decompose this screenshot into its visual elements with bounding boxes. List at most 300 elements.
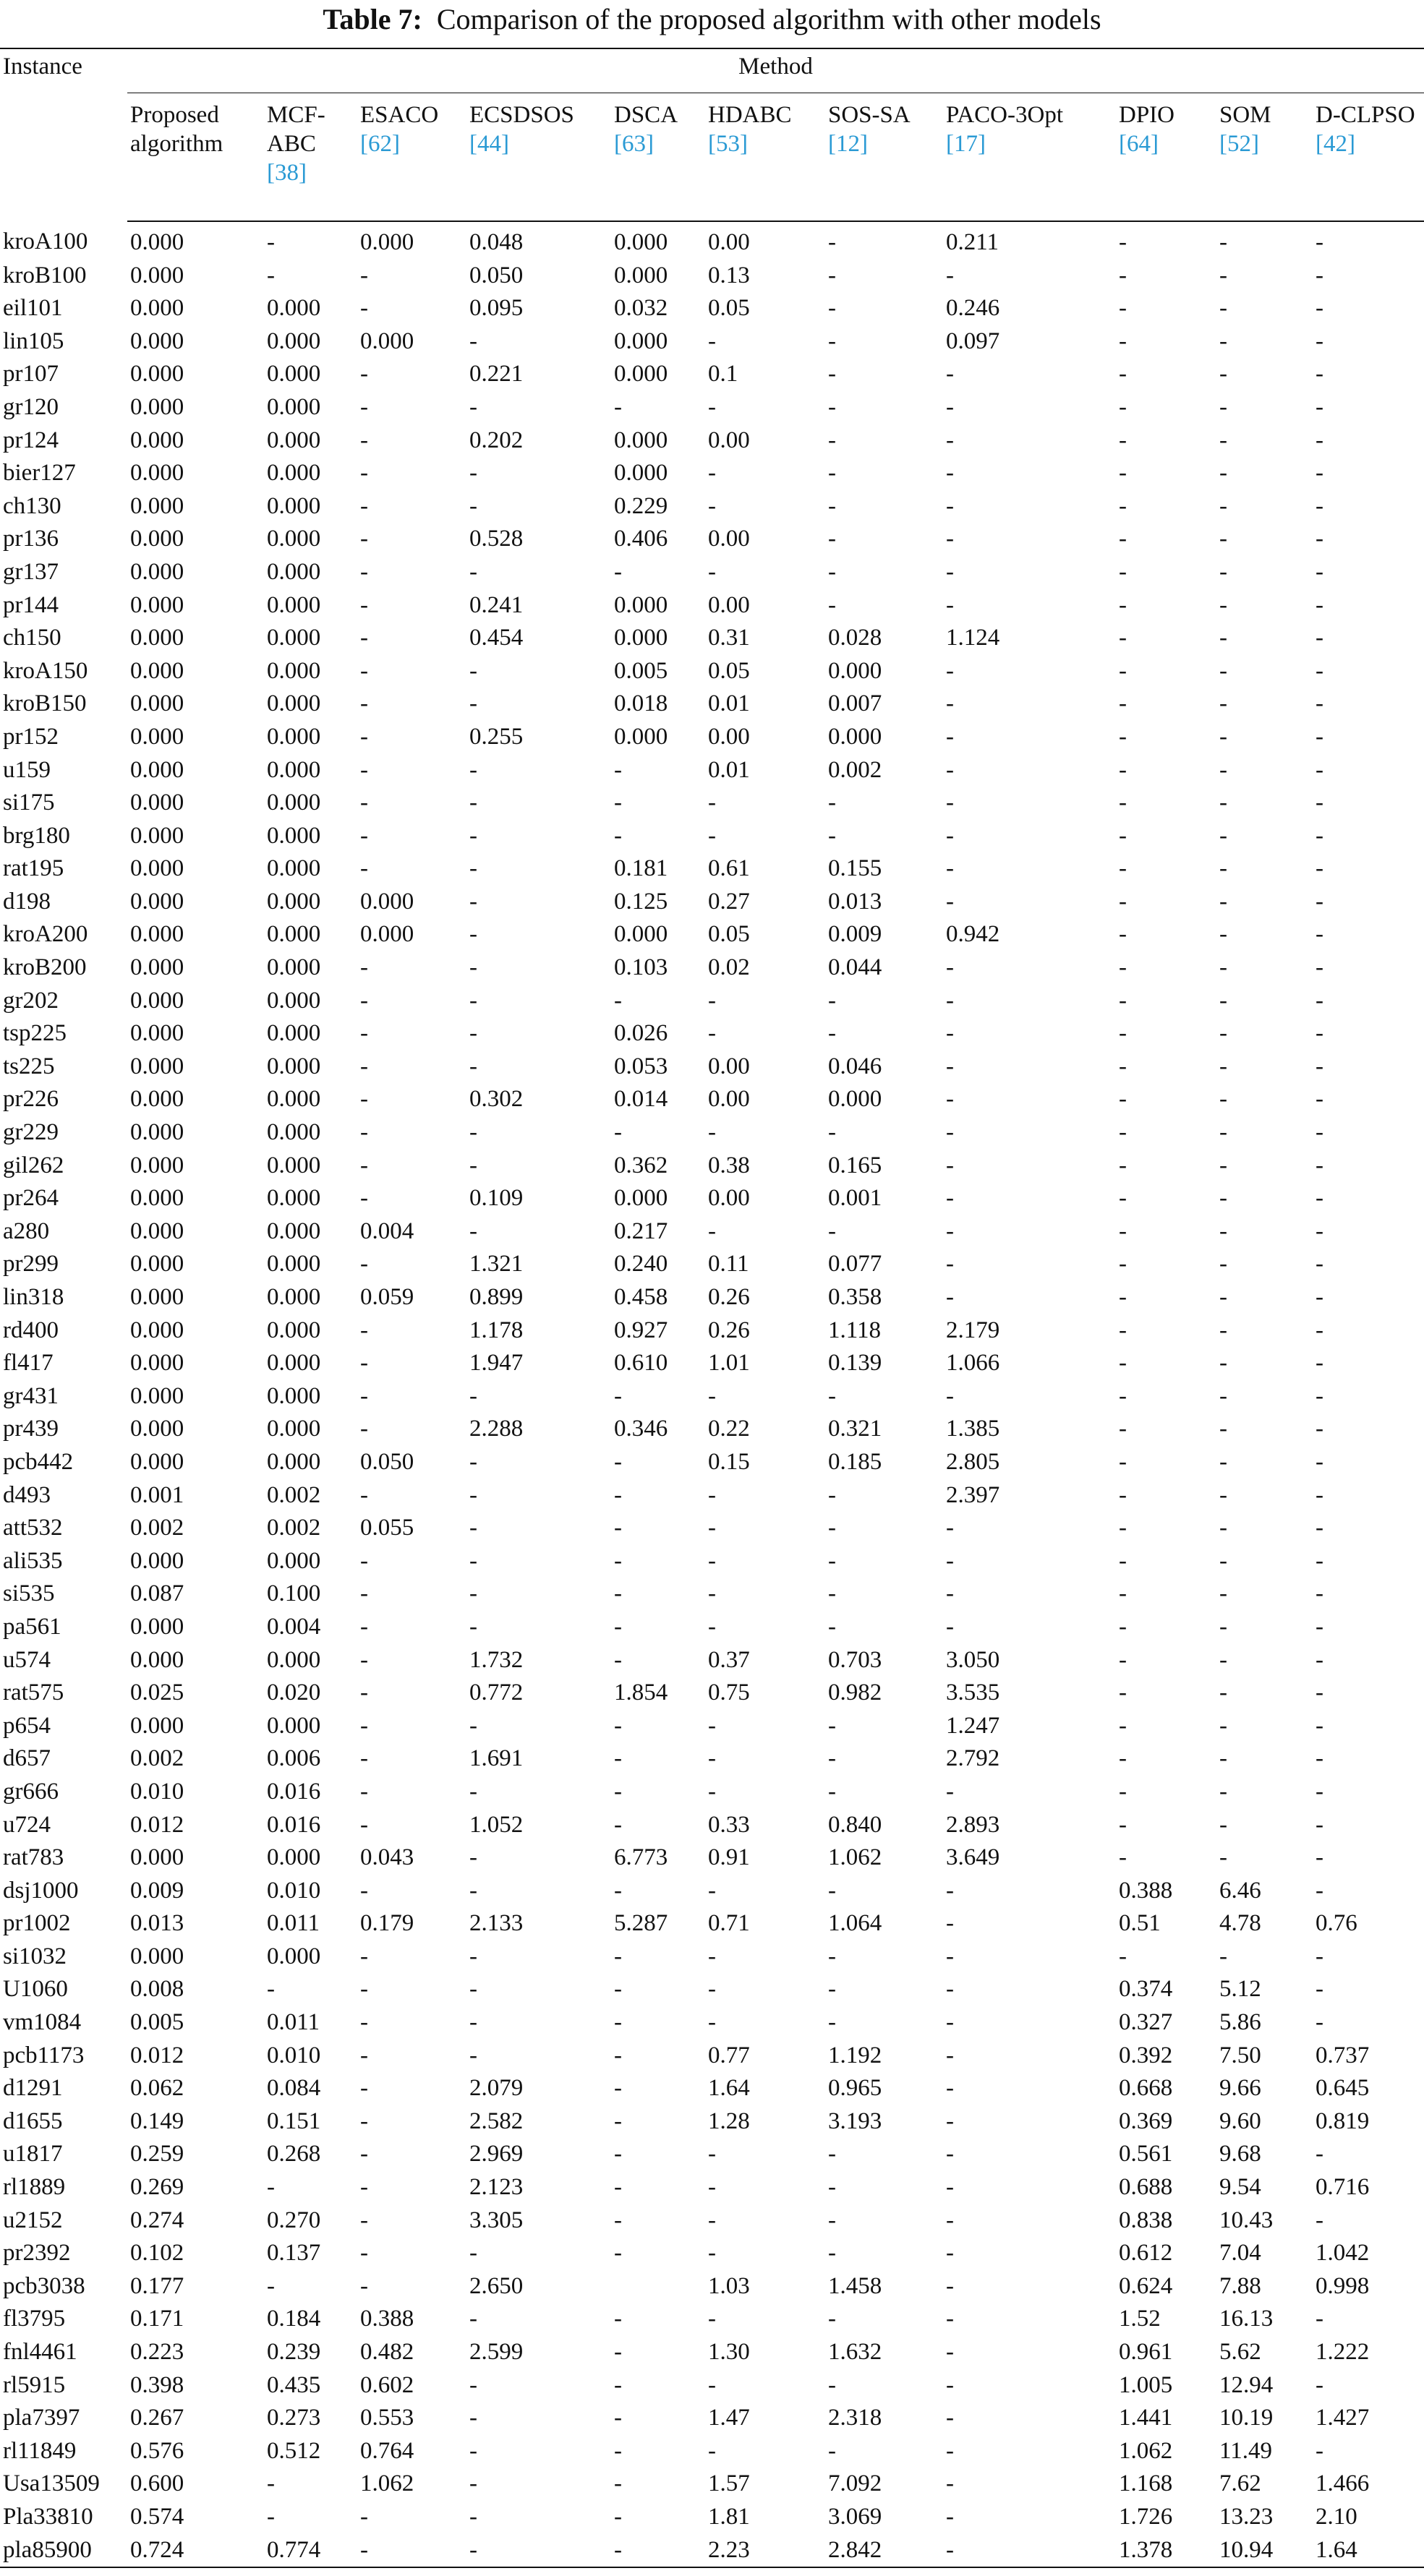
value-cell: 1.062 bbox=[1119, 2437, 1173, 2464]
value-cell: - bbox=[360, 1613, 368, 1640]
value-cell: 0.00 bbox=[708, 1086, 750, 1113]
value-cell: - bbox=[708, 1020, 716, 1047]
value-cell: - bbox=[828, 790, 836, 816]
value-cell: - bbox=[946, 954, 954, 981]
table-row bbox=[0, 1677, 1424, 1710]
value-cell: 5.86 bbox=[1219, 2009, 1261, 2036]
value-cell: - bbox=[360, 460, 368, 487]
value-cell: 0.000 bbox=[267, 526, 321, 552]
value-cell: - bbox=[360, 2009, 368, 2036]
value-cell: - bbox=[708, 460, 716, 487]
table-row bbox=[0, 2006, 1424, 2040]
value-cell: 0.087 bbox=[130, 1580, 184, 1607]
citation-number: 12 bbox=[836, 131, 860, 157]
value-cell: - bbox=[946, 2371, 954, 2398]
value-cell: - bbox=[1316, 1943, 1323, 1969]
value-cell: - bbox=[614, 790, 622, 816]
value-cell: - bbox=[1119, 1811, 1127, 1838]
value-cell: - bbox=[1119, 1020, 1127, 1047]
instance-cell: d1291 bbox=[3, 2075, 63, 2102]
value-cell: 0.772 bbox=[469, 1679, 524, 1706]
value-cell: - bbox=[1219, 888, 1227, 915]
citation-link[interactable]: [63] bbox=[614, 131, 654, 157]
value-cell: - bbox=[1119, 591, 1127, 618]
value-cell: 0.13 bbox=[708, 262, 750, 288]
value-cell: - bbox=[360, 657, 368, 684]
value-cell: - bbox=[469, 1976, 477, 2003]
value-cell: - bbox=[708, 558, 716, 585]
value-cell: 0.000 bbox=[130, 790, 184, 816]
citation-link[interactable]: [53] bbox=[708, 131, 748, 157]
value-cell: - bbox=[828, 1745, 836, 1772]
value-cell: 0.77 bbox=[708, 2042, 750, 2068]
value-cell: 0.838 bbox=[1119, 2207, 1173, 2233]
value-cell: 0.000 bbox=[130, 1284, 184, 1310]
value-cell: - bbox=[828, 1218, 836, 1244]
table-caption bbox=[0, 0, 1424, 38]
value-cell: - bbox=[1219, 1284, 1227, 1310]
value-cell: - bbox=[614, 1976, 622, 2003]
table-row bbox=[0, 787, 1424, 820]
value-cell: 2.969 bbox=[469, 2141, 524, 2168]
value-cell: 2.288 bbox=[469, 1416, 524, 1442]
instance-cell: rl1889 bbox=[3, 2174, 66, 2201]
value-cell: 0.00 bbox=[708, 526, 750, 552]
instance-cell: fl417 bbox=[3, 1350, 54, 1377]
value-cell: 0.014 bbox=[614, 1086, 668, 1113]
value-cell: - bbox=[946, 1152, 954, 1178]
value-cell: - bbox=[360, 1119, 368, 1146]
table-row bbox=[0, 391, 1424, 424]
table-row bbox=[0, 1347, 1424, 1380]
value-cell: 0.388 bbox=[360, 2306, 414, 2332]
citation-link[interactable]: [62] bbox=[360, 131, 400, 157]
value-cell: - bbox=[828, 1481, 836, 1508]
instance-cell: pr124 bbox=[3, 427, 59, 453]
value-cell: - bbox=[1119, 888, 1127, 915]
value-cell: 3.649 bbox=[946, 1844, 1000, 1871]
instance-cell: eil101 bbox=[3, 295, 63, 322]
value-cell: - bbox=[828, 1382, 836, 1409]
table-row bbox=[0, 1742, 1424, 1776]
citation-number: 42 bbox=[1323, 131, 1347, 157]
table-row bbox=[0, 1512, 1424, 1545]
value-cell: 0.000 bbox=[267, 790, 321, 816]
value-cell: - bbox=[1219, 657, 1227, 684]
value-cell: 0.025 bbox=[130, 1679, 184, 1706]
value-cell: 0.009 bbox=[828, 921, 882, 948]
value-cell: 0.38 bbox=[708, 1152, 750, 1178]
value-cell: 0.362 bbox=[614, 1152, 668, 1178]
value-cell: - bbox=[360, 987, 368, 1014]
value-cell: - bbox=[360, 1580, 368, 1607]
value-cell: 0.398 bbox=[130, 2371, 184, 2398]
value-cell: - bbox=[1219, 1053, 1227, 1079]
value-cell: - bbox=[828, 1547, 836, 1574]
value-cell: 0.149 bbox=[130, 2108, 184, 2134]
table-row bbox=[0, 1479, 1424, 1512]
value-cell: - bbox=[946, 1251, 954, 1278]
instance-cell: fl3795 bbox=[3, 2306, 66, 2332]
value-cell: 0.062 bbox=[130, 2075, 184, 2102]
value-cell: - bbox=[1119, 1778, 1127, 1805]
value-cell: - bbox=[946, 1185, 954, 1212]
value-cell: - bbox=[1119, 723, 1127, 750]
value-cell: - bbox=[469, 2009, 477, 2036]
instance-cell: pr1002 bbox=[3, 1910, 71, 1937]
method-header-cell bbox=[357, 93, 466, 222]
method-name-line: SOS-SA bbox=[828, 102, 911, 128]
value-cell: - bbox=[1219, 1745, 1227, 1772]
value-cell: 0.000 bbox=[267, 1152, 321, 1178]
value-cell: - bbox=[946, 2339, 954, 2365]
value-cell: 0.000 bbox=[267, 921, 321, 948]
value-cell: 0.899 bbox=[469, 1284, 524, 1310]
value-cell: 0.000 bbox=[130, 1350, 184, 1377]
value-cell: - bbox=[1119, 1382, 1127, 1409]
value-cell: 0.217 bbox=[614, 1218, 668, 1244]
value-cell: 0.240 bbox=[614, 1251, 668, 1278]
value-cell: - bbox=[469, 1020, 477, 1047]
instance-cell: kroA200 bbox=[3, 921, 88, 948]
method-header-cell bbox=[611, 93, 705, 222]
value-cell: - bbox=[614, 1448, 622, 1475]
instance-cell: u1817 bbox=[3, 2141, 63, 2168]
value-cell: 0.000 bbox=[267, 1053, 321, 1079]
value-cell: - bbox=[1119, 1185, 1127, 1212]
table-row bbox=[0, 2402, 1424, 2435]
value-cell: - bbox=[828, 393, 836, 420]
value-cell: - bbox=[1316, 2371, 1323, 2398]
value-cell: - bbox=[360, 1778, 368, 1805]
table-row bbox=[0, 2534, 1424, 2568]
value-cell: 0.764 bbox=[360, 2437, 414, 2464]
value-cell: 1.854 bbox=[614, 1679, 668, 1706]
instance-cell: bier127 bbox=[3, 460, 76, 487]
table-row bbox=[0, 886, 1424, 919]
value-cell: - bbox=[1316, 393, 1323, 420]
value-cell: 0.139 bbox=[828, 1350, 882, 1377]
value-cell: - bbox=[614, 2470, 622, 2497]
value-cell: - bbox=[1316, 1284, 1323, 1310]
value-cell: 0.05 bbox=[708, 921, 750, 948]
value-cell: - bbox=[828, 1515, 836, 1541]
value-cell: - bbox=[946, 1976, 954, 2003]
value-cell: - bbox=[360, 1679, 368, 1706]
value-cell: 0.37 bbox=[708, 1646, 750, 1673]
value-cell: - bbox=[1119, 1119, 1127, 1146]
table-row bbox=[0, 1841, 1424, 1875]
value-cell: 0.155 bbox=[828, 855, 882, 882]
citation-number: 17 bbox=[954, 131, 978, 157]
value-cell: 0.624 bbox=[1119, 2272, 1173, 2299]
table-row bbox=[0, 1380, 1424, 1413]
value-cell: 0.668 bbox=[1119, 2075, 1173, 2102]
value-cell: 0.000 bbox=[614, 723, 668, 750]
citation-link[interactable]: [17] bbox=[946, 131, 986, 157]
value-cell: - bbox=[1119, 1580, 1127, 1607]
table-row bbox=[0, 2105, 1424, 2139]
value-cell: - bbox=[469, 1877, 477, 1904]
value-cell: 1.118 bbox=[828, 1317, 882, 1343]
value-cell: - bbox=[469, 690, 477, 717]
value-cell: - bbox=[1119, 1481, 1127, 1508]
table-row bbox=[0, 951, 1424, 985]
table-row bbox=[0, 754, 1424, 787]
value-cell: 0.576 bbox=[130, 2437, 184, 2464]
value-cell: - bbox=[1219, 328, 1227, 354]
value-cell: - bbox=[469, 1382, 477, 1409]
table-body bbox=[0, 221, 1424, 2567]
table-row bbox=[0, 221, 1424, 260]
value-cell: 1.30 bbox=[708, 2339, 750, 2365]
value-cell: 2.893 bbox=[946, 1811, 1000, 1838]
instance-cell: d198 bbox=[3, 888, 51, 915]
value-cell: - bbox=[1316, 1712, 1323, 1739]
value-cell: - bbox=[614, 1811, 622, 1838]
value-cell: - bbox=[708, 790, 716, 816]
value-cell: 10.19 bbox=[1219, 2405, 1274, 2431]
instance-cell: kroB150 bbox=[3, 690, 87, 717]
value-cell: - bbox=[1119, 361, 1127, 388]
value-cell: - bbox=[946, 427, 954, 453]
caption-text: Comparison of the proposed algorithm with other models bbox=[436, 3, 1101, 35]
value-cell: 0.27 bbox=[708, 888, 750, 915]
value-cell: - bbox=[360, 1053, 368, 1079]
value-cell: - bbox=[1316, 1152, 1323, 1178]
value-cell: - bbox=[614, 1646, 622, 1673]
value-cell: 0.000 bbox=[614, 921, 668, 948]
value-cell: 0.000 bbox=[267, 987, 321, 1014]
value-cell: - bbox=[360, 1877, 368, 1904]
citation-link[interactable]: [52] bbox=[1219, 131, 1259, 157]
value-cell: 0.392 bbox=[1119, 2042, 1173, 2068]
value-cell: - bbox=[614, 2405, 622, 2431]
table-row bbox=[0, 1907, 1424, 1940]
value-cell: - bbox=[1316, 888, 1323, 915]
value-cell: 0.032 bbox=[614, 295, 668, 322]
value-cell: - bbox=[1219, 855, 1227, 882]
value-cell: 0.000 bbox=[360, 229, 414, 255]
value-cell: - bbox=[1219, 987, 1227, 1014]
citation-number: 62 bbox=[368, 131, 392, 157]
method-header-cell bbox=[825, 93, 943, 222]
value-cell: 5.287 bbox=[614, 1910, 668, 1937]
value-cell: 9.54 bbox=[1219, 2174, 1261, 2201]
value-cell: 0.000 bbox=[267, 591, 321, 618]
value-cell: 1.947 bbox=[469, 1350, 524, 1377]
instance-cell: rd400 bbox=[3, 1317, 59, 1343]
value-cell: - bbox=[360, 2272, 368, 2299]
value-cell: - bbox=[946, 2470, 954, 2497]
instance-cell: kroB100 bbox=[3, 262, 87, 288]
value-cell: 0.71 bbox=[708, 1910, 750, 1937]
value-cell: - bbox=[946, 1515, 954, 1541]
value-cell: - bbox=[469, 888, 477, 915]
value-cell: - bbox=[614, 1481, 622, 1508]
value-cell: - bbox=[469, 987, 477, 1014]
value-cell: - bbox=[1219, 1943, 1227, 1969]
value-cell: 0.000 bbox=[267, 328, 321, 354]
value-cell: 0.223 bbox=[130, 2339, 184, 2365]
value-cell: 1.64 bbox=[708, 2075, 750, 2102]
value-cell: 0.000 bbox=[130, 625, 184, 651]
value-cell: - bbox=[360, 1712, 368, 1739]
value-cell: - bbox=[828, 2174, 836, 2201]
value-cell: 0.000 bbox=[130, 1152, 184, 1178]
value-cell: 0.009 bbox=[130, 1877, 184, 1904]
value-cell: 0.050 bbox=[469, 262, 524, 288]
value-cell: 10.43 bbox=[1219, 2207, 1274, 2233]
value-cell: 5.12 bbox=[1219, 1976, 1261, 2003]
citation-link[interactable]: [42] bbox=[1316, 131, 1355, 157]
value-cell: - bbox=[1219, 1547, 1227, 1574]
value-cell: 1.64 bbox=[1313, 2534, 1424, 2568]
value-cell: 0.000 bbox=[828, 723, 882, 750]
method-header-cell bbox=[1216, 93, 1313, 222]
table-row bbox=[0, 457, 1424, 490]
value-cell: 0.000 bbox=[130, 1053, 184, 1079]
instance-cell: ch130 bbox=[3, 492, 61, 519]
value-cell: - bbox=[946, 822, 954, 849]
value-cell: - bbox=[1119, 855, 1127, 882]
value-cell: 0.302 bbox=[469, 1086, 524, 1113]
value-cell: - bbox=[1119, 1350, 1127, 1377]
value-cell: - bbox=[360, 526, 368, 552]
value-cell: - bbox=[1119, 526, 1127, 552]
value-cell: 0.00 bbox=[708, 723, 750, 750]
value-cell: 0.008 bbox=[130, 1976, 184, 2003]
value-cell: - bbox=[469, 1844, 477, 1871]
value-cell: - bbox=[614, 2009, 622, 2036]
value-cell: 0.000 bbox=[267, 1317, 321, 1343]
value-cell: 0.184 bbox=[267, 2306, 321, 2332]
instance-cell: pr144 bbox=[3, 591, 59, 618]
value-cell: - bbox=[614, 393, 622, 420]
value-cell: 0.435 bbox=[267, 2371, 321, 2398]
value-cell: 0.000 bbox=[130, 1382, 184, 1409]
instance-cell: gr229 bbox=[3, 1119, 59, 1146]
value-cell: - bbox=[469, 921, 477, 948]
value-cell: 0.01 bbox=[708, 756, 750, 783]
value-cell: - bbox=[946, 1020, 954, 1047]
value-cell: - bbox=[267, 229, 275, 255]
value-cell: - bbox=[1316, 756, 1323, 783]
value-cell: 7.092 bbox=[828, 2470, 882, 2497]
citation-link[interactable]: [38] bbox=[267, 160, 307, 186]
citation-link[interactable]: [12] bbox=[828, 131, 868, 157]
value-cell: - bbox=[469, 558, 477, 585]
value-cell: - bbox=[1316, 558, 1323, 585]
value-cell: 0.109 bbox=[469, 1185, 524, 1212]
value-cell: - bbox=[828, 2207, 836, 2233]
value-cell: - bbox=[1119, 558, 1127, 585]
table-row bbox=[0, 1644, 1424, 1677]
value-cell: 0.151 bbox=[267, 2108, 321, 2134]
value-cell: - bbox=[614, 2207, 622, 2233]
value-cell: - bbox=[1219, 1844, 1227, 1871]
value-cell: - bbox=[614, 1580, 622, 1607]
value-cell: 6.46 bbox=[1219, 1877, 1261, 1904]
table-row bbox=[0, 260, 1424, 293]
value-cell: - bbox=[1219, 1481, 1227, 1508]
value-cell: - bbox=[1316, 657, 1323, 684]
value-cell: 0.561 bbox=[1119, 2141, 1173, 2168]
value-cell: - bbox=[614, 1119, 622, 1146]
value-cell: 0.1 bbox=[708, 361, 738, 388]
instance-cell: si1032 bbox=[3, 1943, 67, 1969]
value-cell: - bbox=[1219, 492, 1227, 519]
value-cell: - bbox=[828, 1020, 836, 1047]
value-cell: - bbox=[1219, 1382, 1227, 1409]
value-cell: 0.000 bbox=[267, 361, 321, 388]
value-cell: 0.000 bbox=[267, 657, 321, 684]
method-header-cell bbox=[264, 93, 357, 222]
instance-cell: d1655 bbox=[3, 2108, 63, 2134]
value-cell: 0.011 bbox=[267, 1910, 320, 1937]
citation-link[interactable]: [44] bbox=[469, 131, 509, 157]
value-cell: 0.000 bbox=[267, 690, 321, 717]
instance-cell: tsp225 bbox=[3, 1020, 67, 1047]
value-cell: - bbox=[1219, 1317, 1227, 1343]
citation-number: 44 bbox=[477, 131, 501, 157]
value-cell: 1.427 bbox=[1316, 2405, 1370, 2431]
value-cell: 0.221 bbox=[469, 361, 524, 388]
instance-cell: gr666 bbox=[3, 1778, 59, 1805]
table-row bbox=[0, 2204, 1424, 2238]
caption-label: Table 7: bbox=[323, 3, 422, 35]
instance-cell: pcb1173 bbox=[3, 2042, 85, 2068]
method-name-line: Proposed bbox=[130, 102, 219, 128]
value-cell: 7.88 bbox=[1219, 2272, 1261, 2299]
value-cell: - bbox=[828, 1712, 836, 1739]
value-cell: - bbox=[614, 1613, 622, 1640]
value-cell: - bbox=[1119, 328, 1127, 354]
value-cell: - bbox=[1219, 822, 1227, 849]
value-cell: - bbox=[946, 2009, 954, 2036]
value-cell: - bbox=[360, 361, 368, 388]
value-cell: 0.269 bbox=[130, 2174, 184, 2201]
value-cell: 0.181 bbox=[614, 855, 668, 882]
value-cell: - bbox=[946, 393, 954, 420]
value-cell: - bbox=[1119, 1679, 1127, 1706]
value-cell: 0.100 bbox=[267, 1580, 321, 1607]
value-cell: 0.000 bbox=[267, 492, 321, 519]
value-cell: 2.133 bbox=[469, 1910, 524, 1937]
value-cell: 2.318 bbox=[828, 2405, 882, 2431]
value-cell: - bbox=[946, 1877, 954, 1904]
value-cell: - bbox=[1119, 822, 1127, 849]
value-cell: 0.000 bbox=[130, 492, 184, 519]
value-cell: - bbox=[469, 1119, 477, 1146]
value-cell: 0.00 bbox=[708, 427, 750, 453]
value-cell: 4.78 bbox=[1219, 1910, 1261, 1937]
value-cell: 0.000 bbox=[130, 921, 184, 948]
value-cell: - bbox=[946, 1943, 954, 1969]
citation-link[interactable]: [64] bbox=[1119, 131, 1159, 157]
value-cell: - bbox=[360, 1646, 368, 1673]
value-cell: - bbox=[946, 756, 954, 783]
table-row bbox=[0, 1150, 1424, 1183]
value-cell: 0.016 bbox=[267, 1811, 321, 1838]
value-cell: - bbox=[1119, 625, 1127, 651]
value-cell: - bbox=[1119, 1844, 1127, 1871]
value-cell: - bbox=[360, 855, 368, 882]
value-cell: - bbox=[946, 2437, 954, 2464]
value-cell: - bbox=[357, 2534, 466, 2568]
value-cell: 0.00 bbox=[708, 1053, 750, 1079]
value-cell: - bbox=[360, 1547, 368, 1574]
